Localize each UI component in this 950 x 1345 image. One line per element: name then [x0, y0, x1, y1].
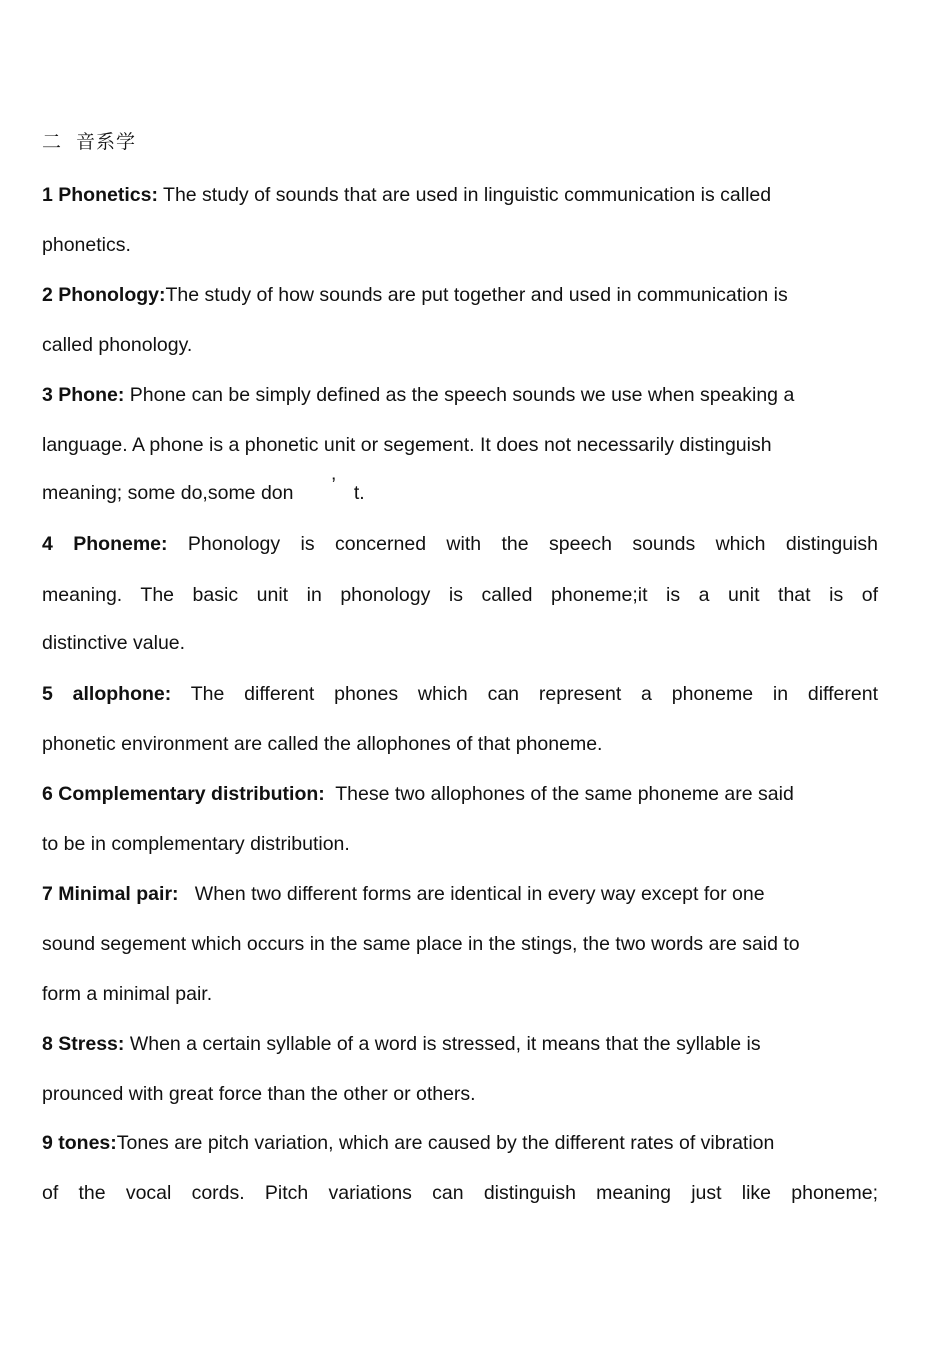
term-minimal-pair: 7 Minimal pair:	[42, 883, 179, 905]
entry-minimal-pair-line-2	[42, 929, 892, 959]
definition-text: The study of sounds that are used in linguistic communication is called	[163, 184, 772, 206]
definition-text: meaning. The basic unit in phonology is called phoneme;it is a unit that is of	[42, 584, 878, 606]
entry-phonetics-line-1	[42, 180, 892, 210]
term-phoneme: 4 Phoneme:	[42, 533, 168, 555]
definition-text: When a certain syllable of a word is stressed, it means that the syllable is	[129, 1033, 761, 1055]
definition-text: Phone can be simply defined as the speech sounds we use when speaking a	[129, 384, 795, 406]
definition-text: t.	[353, 482, 365, 504]
entry-complementary-line-2	[42, 829, 892, 859]
definition-text: phonetics.	[42, 234, 131, 256]
definition-text: When two different forms are identical in every way except for one	[194, 883, 765, 905]
entry-stress-line-1	[42, 1029, 892, 1059]
definition-text: These two allophones of the same phoneme are said	[335, 783, 794, 805]
entry-tones-line-1	[42, 1128, 892, 1158]
definition-text: of the vocal cords. Pitch variations can distinguish meaning just like phoneme;	[42, 1182, 878, 1204]
entry-minimal-pair-line-3	[42, 979, 892, 1009]
term-phonology: 2 Phonology:	[42, 284, 166, 306]
entry-phonetics-line-2	[42, 230, 892, 260]
entry-phoneme-line-3	[42, 628, 892, 658]
entry-stress-line-2	[42, 1079, 892, 1109]
definition-text: The study of how sounds are put together and used in communication is	[165, 284, 788, 306]
entry-phonology-line-2	[42, 330, 892, 360]
term-tones: 9 tones:	[42, 1132, 117, 1154]
entry-complementary-line-1	[42, 779, 892, 809]
definition-text: Phonology is concerned with the speech sounds which distinguish	[187, 533, 878, 555]
entry-allophone-line-2	[42, 729, 892, 759]
entry-phonology-line-1	[42, 280, 892, 310]
definition-text: meaning; some do,some don	[42, 482, 294, 504]
term-phone: 3 Phone:	[42, 384, 125, 406]
entry-phone-line-3	[42, 474, 892, 508]
entry-phoneme-line-1	[42, 529, 878, 559]
entry-phone-line-1	[42, 380, 892, 410]
definition-text: called phonology.	[42, 334, 193, 356]
term-stress: 8 Stress:	[42, 1033, 125, 1055]
section-title: 音系学	[76, 131, 137, 153]
definition-text: The different phones which can represent a phoneme in different	[190, 683, 878, 705]
entry-phone-line-2	[42, 430, 892, 460]
definition-text: prounced with great force than the other or others.	[42, 1083, 476, 1105]
entry-allophone-line-1	[42, 679, 878, 709]
apostrophe: ’	[331, 474, 336, 496]
definition-text: sound segement which occurs in the same place in the stings, the two words are said to	[42, 933, 800, 955]
section-number: 二	[42, 131, 63, 153]
entry-tones-line-2	[42, 1178, 878, 1208]
entry-minimal-pair-line-1	[42, 879, 892, 909]
definition-text: distinctive value.	[42, 632, 186, 654]
entry-phoneme-line-2	[42, 580, 878, 610]
definition-text: phonetic environment are called the allophones of that phoneme.	[42, 733, 603, 755]
definition-text: language. A phone is a phonetic unit or segement. It does not necessarily distinguish	[42, 434, 772, 456]
definition-text: to be in complementary distribution.	[42, 833, 350, 855]
definition-text: Tones are pitch variation, which are caused by the different rates of vibration	[116, 1132, 775, 1154]
term-allophone: 5 allophone:	[42, 683, 172, 705]
term-complementary-distribution: 6 Complementary distribution:	[42, 783, 325, 805]
section-heading	[42, 127, 136, 157]
term-phonetics: 1 Phonetics:	[42, 184, 158, 206]
definition-text: form a minimal pair.	[42, 983, 213, 1005]
